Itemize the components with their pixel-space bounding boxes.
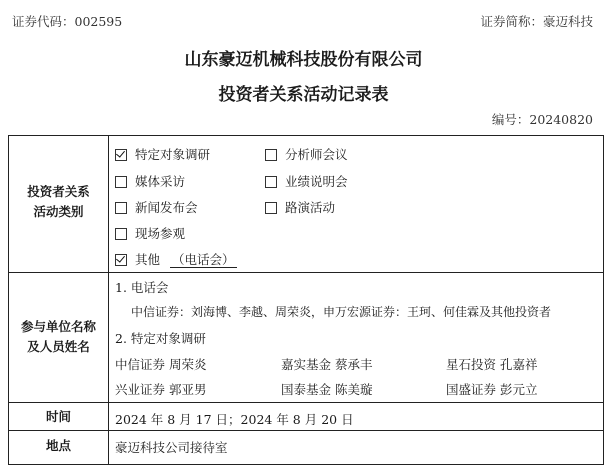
checkbox-icon[interactable] — [265, 176, 277, 188]
row-divider — [9, 402, 603, 403]
checkbox-checked-icon[interactable] — [115, 149, 127, 161]
participant-entry: 国盛证券 彭元立 — [446, 382, 538, 397]
checkbox-icon[interactable] — [115, 176, 127, 188]
participant-entry: 国泰基金 陈美璇 — [281, 382, 373, 397]
company-title: 山东豪迈机械科技股份有限公司 — [184, 50, 423, 70]
checkbox-icon[interactable] — [115, 228, 127, 240]
activity-type-label-line1: 投资者关系 — [27, 184, 90, 199]
option-site-visit[interactable] — [115, 224, 185, 242]
participant-entry: 星石投资 孔嘉祥 — [446, 357, 538, 372]
option-roadshow[interactable] — [265, 198, 335, 216]
option-label: 业绩说明会 — [285, 174, 348, 189]
other-specification: （电话会） — [172, 252, 235, 267]
participant-entry: 兴业证券 郭亚男 — [115, 382, 207, 397]
stock-abbreviation: 证券简称：豪迈科技 — [480, 14, 593, 29]
activity-type-label-line2: 活动类别 — [33, 204, 84, 219]
option-label: 路演活动 — [285, 200, 336, 215]
option-other[interactable] — [115, 250, 237, 268]
location-value: 豪迈科技公司接待室 — [115, 440, 228, 455]
option-analyst-meeting[interactable] — [265, 145, 348, 163]
option-media-interview[interactable] — [115, 172, 185, 190]
checkbox-icon[interactable] — [265, 202, 277, 214]
time-label: 时间 — [45, 409, 71, 424]
option-label: 特定对象调研 — [135, 147, 211, 162]
participants-label-line2: 及人员姓名 — [27, 339, 90, 354]
participants-label — [9, 317, 108, 357]
option-specific-research[interactable] — [115, 145, 210, 163]
record-table — [8, 135, 604, 465]
participant-entry: 中信证券 周荣炎 — [115, 357, 207, 372]
form-title: 投资者关系活动记录表 — [218, 85, 389, 105]
option-label: 媒体采访 — [135, 174, 186, 189]
option-label: 其他 — [135, 252, 161, 267]
option-earnings-call[interactable] — [265, 172, 348, 190]
row-divider — [9, 430, 603, 431]
checkbox-icon[interactable] — [115, 202, 127, 214]
time-value: 2024 年 8 月 17 日；2024 年 8 月 20 日 — [115, 412, 354, 427]
participants-label-line1: 参与单位名称 — [20, 319, 96, 334]
option-label: 新闻发布会 — [135, 200, 198, 215]
option-label: 现场参观 — [135, 226, 186, 241]
column-divider — [108, 136, 109, 464]
activity-type-label — [9, 182, 108, 222]
option-label: 分析师会议 — [285, 147, 348, 162]
section-conference-call-title: 1. 电话会 — [115, 280, 169, 295]
row-divider — [9, 272, 603, 273]
option-press-conference[interactable] — [115, 198, 198, 216]
location-label: 地点 — [45, 438, 71, 453]
section-conference-call-detail: 中信证券：刘海博、李越、周荣炎，申万宏源证券：王珂、何佳霖及其他投资者 — [131, 305, 552, 319]
checkbox-checked-icon[interactable] — [115, 254, 127, 266]
record-number: 编号：20240820 — [491, 112, 593, 127]
participant-entry: 嘉实基金 蔡承丰 — [281, 357, 373, 372]
section-specific-research-title: 2. 特定对象调研 — [115, 331, 206, 346]
checkbox-icon[interactable] — [265, 149, 277, 161]
stock-code: 证券代码：002595 — [12, 14, 123, 29]
